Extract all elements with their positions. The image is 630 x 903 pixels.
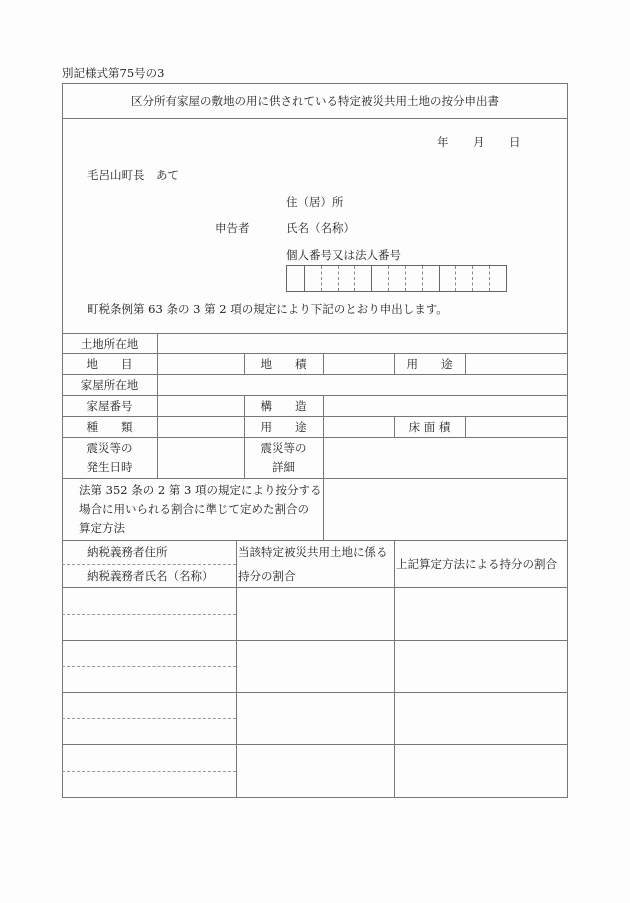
- method-label-1: 法第 352 条の 2 第 3 項の規定により按分する: [79, 483, 322, 497]
- calc-share-input[interactable]: [395, 745, 566, 797]
- applicant-label: 申告者: [215, 221, 250, 235]
- house-number-input[interactable]: [158, 396, 244, 416]
- house-number-label: 家屋番号: [86, 399, 133, 413]
- structure-label: 構 造: [260, 399, 307, 413]
- floor-area-input[interactable]: [466, 417, 566, 437]
- taxpayer-address-input[interactable]: [63, 693, 236, 718]
- dashed-divider: [62, 564, 236, 565]
- taxpayer-address-input[interactable]: [63, 641, 236, 666]
- method-label-2: 場合に用いられる割合に準じて定めた割合の: [79, 502, 309, 516]
- disaster-date-input[interactable]: [158, 438, 244, 478]
- taxpayer-address-label: 納税義務者住所: [87, 545, 168, 559]
- share-label-2: 持分の割合: [238, 569, 296, 583]
- share-input[interactable]: [237, 745, 394, 797]
- number-cell-divider: [439, 266, 440, 291]
- address-label: 住（居）所: [286, 195, 344, 209]
- house-location-label: 家屋所在地: [80, 378, 139, 392]
- number-cell-dashed-divider: [489, 266, 490, 291]
- kind-input[interactable]: [158, 417, 244, 437]
- land-area-label: 地 積: [260, 357, 307, 371]
- land-category-input[interactable]: [158, 354, 244, 374]
- land-area-input[interactable]: [324, 354, 394, 374]
- taxpayer-address-input[interactable]: [63, 745, 236, 771]
- disaster-date-label-1: 震災等の: [86, 441, 133, 455]
- divider: [62, 540, 567, 541]
- date-day-label[interactable]: 日: [509, 135, 521, 149]
- number-cell-divider: [371, 266, 372, 291]
- calc-share-label: 上記算定方法による持分の割合: [396, 557, 557, 571]
- disaster-detail-label-2: 詳細: [272, 460, 295, 474]
- date-month-label[interactable]: 月: [473, 135, 485, 149]
- number-cell-dashed-divider: [354, 266, 355, 291]
- method-label-3: 算定方法: [79, 521, 125, 535]
- land-location-label: 土地所在地: [80, 337, 139, 351]
- number-cell-dashed-divider: [422, 266, 423, 291]
- taxpayer-name-input[interactable]: [63, 667, 236, 692]
- kind-label: 種 類: [86, 420, 133, 434]
- number-label: 個人番号又は法人番号: [286, 248, 401, 262]
- number-cell-dashed-divider: [455, 266, 456, 291]
- taxpayer-name-input[interactable]: [63, 615, 236, 640]
- number-cell-dashed-divider: [338, 266, 339, 291]
- disaster-date-label-2: 発生日時: [86, 460, 133, 474]
- floor-area-label: 床 面 積: [408, 420, 451, 434]
- addressee: 毛呂山町長 あて: [87, 168, 179, 182]
- land-category-label: 地 目: [86, 357, 133, 371]
- taxpayer-name-input[interactable]: [63, 772, 236, 797]
- house-use-label: 用 途: [260, 420, 307, 434]
- share-input[interactable]: [237, 641, 394, 692]
- calc-share-input[interactable]: [395, 641, 566, 692]
- taxpayer-name-input[interactable]: [63, 719, 236, 744]
- form-title: 区分所有家屋の敷地の用に供されている特定被災共用土地の按分申出書: [131, 94, 499, 108]
- share-input[interactable]: [237, 693, 394, 744]
- divider: [62, 118, 567, 119]
- land-use-label: 用 途: [406, 357, 453, 371]
- taxpayer-name-label: 納税義務者氏名（名称）: [87, 569, 214, 583]
- structure-input[interactable]: [324, 396, 566, 416]
- number-cell-dashed-divider: [472, 266, 473, 291]
- number-cell-divider: [304, 266, 305, 291]
- form-number: 別記様式第75号の3: [62, 66, 165, 80]
- number-cell-dashed-divider: [388, 266, 389, 291]
- disaster-detail-input[interactable]: [324, 438, 566, 478]
- taxpayer-address-input[interactable]: [63, 588, 236, 614]
- calc-share-input[interactable]: [395, 588, 566, 640]
- house-use-input[interactable]: [324, 417, 394, 437]
- name-label: 氏名（名称）: [286, 221, 355, 235]
- land-use-input[interactable]: [466, 354, 566, 374]
- disaster-detail-label-1: 震災等の: [260, 441, 307, 455]
- share-input[interactable]: [237, 588, 394, 640]
- land-location-input[interactable]: [158, 334, 566, 353]
- share-label-1: 当該特定被災共用土地に係る: [238, 545, 388, 559]
- house-location-input[interactable]: [158, 375, 566, 395]
- number-cell-dashed-divider: [405, 266, 406, 291]
- number-cell-dashed-divider: [321, 266, 322, 291]
- statement: 町税条例第 63 条の 3 第 2 項の規定により下記のとおり申出します。: [87, 302, 448, 316]
- method-input[interactable]: [324, 479, 566, 540]
- calc-share-input[interactable]: [395, 693, 566, 744]
- personal-number-input[interactable]: [286, 265, 507, 292]
- date-year-label[interactable]: 年: [437, 135, 449, 149]
